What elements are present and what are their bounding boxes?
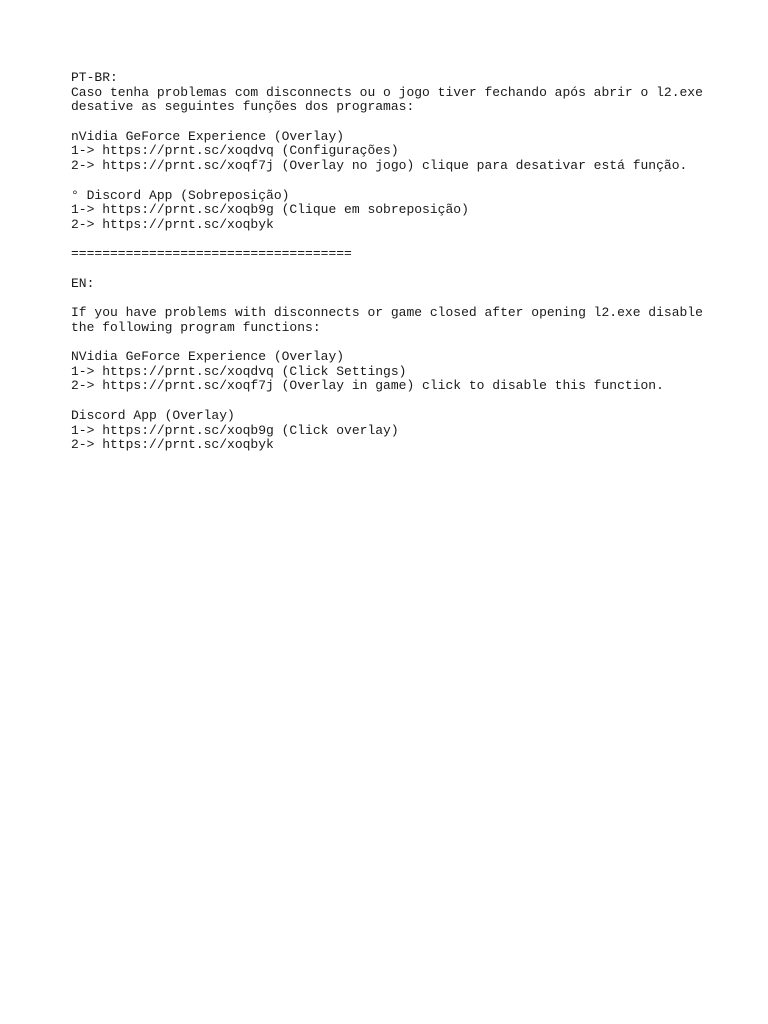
pt-discord-step-1: 1-> https://prnt.sc/xoqb9g (Clique em sobreposição) [71,202,469,218]
en-intro-line-2: the following program functions: [71,319,321,335]
en-intro-line-1: If you have problems with disconnects or game closed after opening l2.exe disable [71,305,703,320]
spacer [71,335,711,350]
en-discord-step-2: 2-> https://prnt.sc/xoqbyk [71,437,274,453]
pt-intro-line-1: Caso tenha problemas com disconnects ou o jogo tiver fechando após abrir o l2.exe [71,84,703,100]
spacer [71,291,711,306]
en-discord-step-1: 1-> https://prnt.sc/xoqb9g (Click overlay) [71,422,399,438]
en-nvidia-title: NVidia GeForce Experience (Overlay) [71,349,345,365]
pt-intro-line-2: desative as seguintes funções dos programas: [71,99,415,115]
pt-nvidia-step-2: 2-> https://prnt.sc/xoqf7j (Overlay no jogo) clique para desativar está função. [71,158,688,174]
en-nvidia-step-2: 2-> https://prnt.sc/xoqf7j (Overlay in game) click to disable this function. [71,378,664,394]
pt-discord-step-2: 2-> https://prnt.sc/xoqbyk [71,216,274,232]
spacer [71,233,711,248]
pt-discord-title: ° Discord App (Sobreposição) [71,187,290,203]
en-discord-title: Discord App (Overlay) [71,407,235,423]
pt-nvidia-title: nVidia GeForce Experience (Overlay) [71,128,345,144]
spacer [71,115,711,130]
en-heading: EN: [71,275,95,291]
document-body [71,71,711,453]
spacer [71,262,711,277]
pt-nvidia-step-1: 1-> https://prnt.sc/xoqdvq (Configurações) [71,143,399,159]
en-nvidia-step-1: 1-> https://prnt.sc/xoqdvq (Click Settings) [71,363,407,379]
spacer [71,174,711,189]
section-separator: ==================================== [71,246,352,262]
spacer [71,394,711,409]
pt-heading: PT-BR: [71,70,118,85]
